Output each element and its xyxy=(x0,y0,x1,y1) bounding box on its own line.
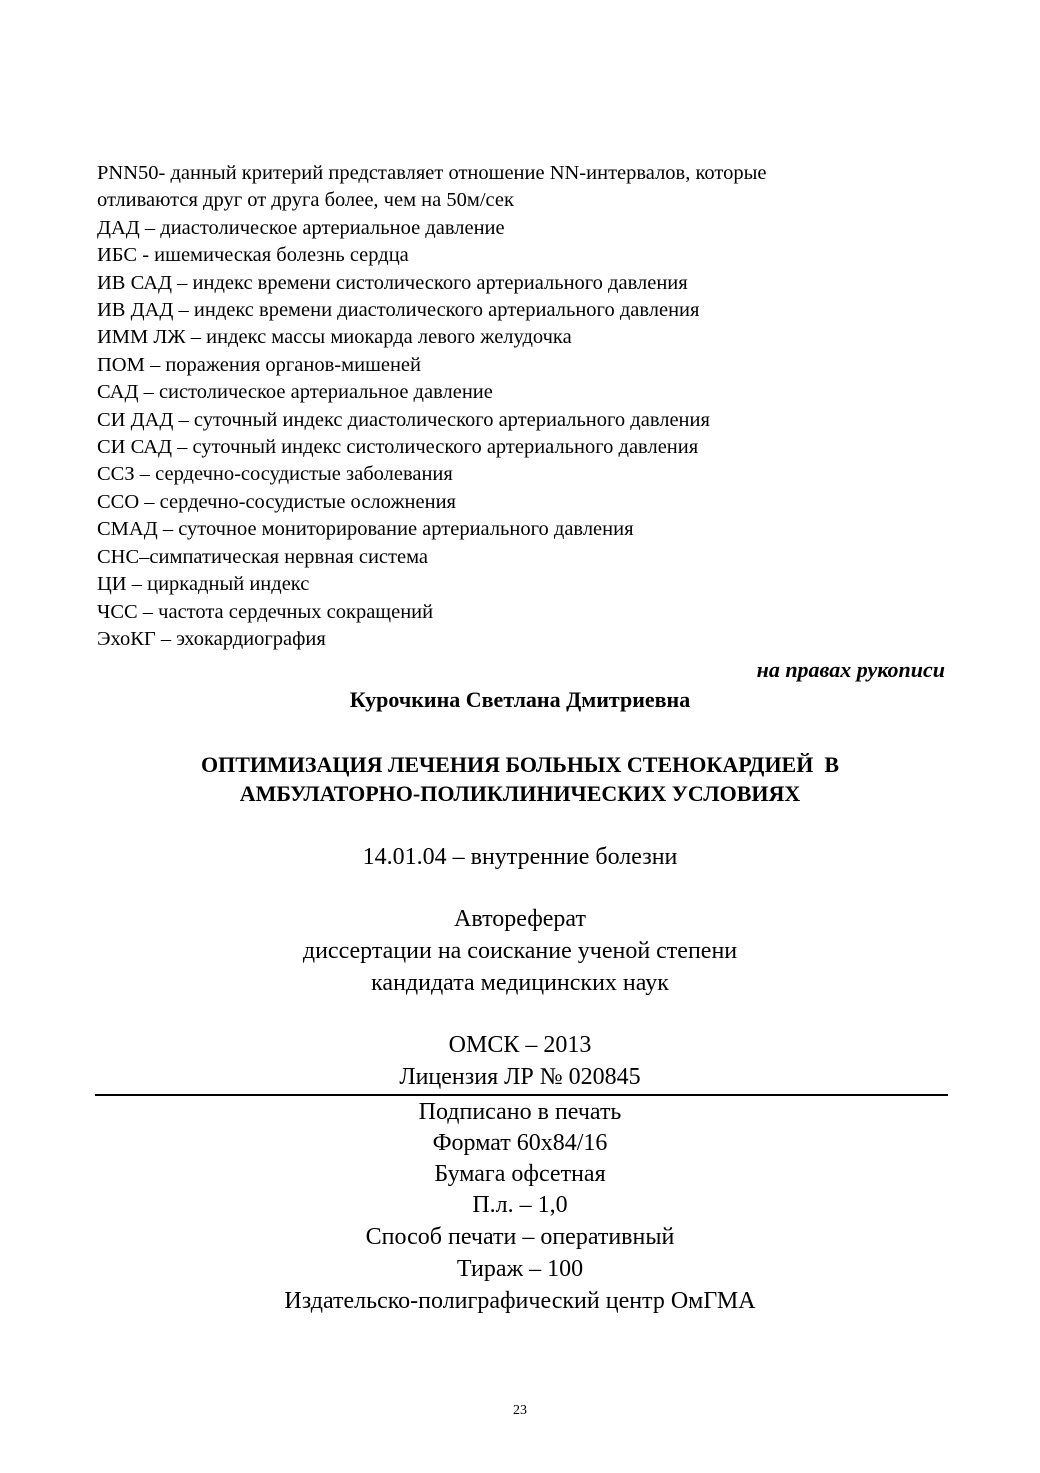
imprint-line: Издательско-полиграфический центр ОмГМА xyxy=(284,1288,756,1314)
imprint-line: Способ печати – оперативный xyxy=(365,1224,675,1250)
specialty: 14.01.04 – внутренние болезни xyxy=(362,844,678,870)
abbreviation-line: ИВ ДАД – индекс времени диастолического артериального давления xyxy=(97,299,700,322)
city-year: ОМСК – 2013 xyxy=(448,1032,592,1058)
author-name: Курочкина Светлана Дмитриевна xyxy=(349,687,691,712)
thesis-title-line: АМБУЛАТОРНО-ПОЛИКЛИНИЧЕСКИХ УСЛОВИЯХ xyxy=(239,781,801,806)
abbreviation-line: ИБС - ишемическая болезнь сердца xyxy=(97,244,409,267)
thesis-title-line: ОПТИМИЗАЦИЯ ЛЕЧЕНИЯ БОЛЬНЫХ СТЕНОКАРДИЕЙ В xyxy=(200,752,840,777)
page-number: 23 xyxy=(513,1403,527,1418)
abstract-degree-line: диссертации на соискание ученой степени xyxy=(302,938,738,964)
abbreviation-line: ДАД – диастолическое артериальное давление xyxy=(97,216,505,239)
divider-rule xyxy=(95,1094,948,1096)
abstract-label: Автореферат xyxy=(454,906,586,932)
abbreviation-list xyxy=(97,160,957,653)
abbreviation-line: ЦИ – циркадный индекс xyxy=(97,573,310,596)
abbreviation-line: ИВ САД – индекс времени систолического артериального давления xyxy=(97,271,688,294)
license-number: Лицензия ЛР № 020845 xyxy=(399,1064,641,1090)
abbreviation-line: СНС–симпатическая нервная система xyxy=(97,545,429,568)
abbreviation-line: ПОМ – поражения органов-мишеней xyxy=(97,353,421,376)
abbreviation-line: ИММ ЛЖ – индекс массы миокарда левого желудочка xyxy=(97,326,572,349)
abbreviation-line: СИ САД – суточный индекс систолического артериального давления xyxy=(97,436,699,459)
imprint-line: Подписано в печать xyxy=(418,1099,622,1125)
imprint-line: Тираж – 100 xyxy=(456,1256,584,1282)
abbreviation-line: ССО – сердечно-сосудистые осложнения xyxy=(97,490,456,513)
abbreviation-line: отливаются друг от друга более, чем на 50м/сек xyxy=(97,189,514,212)
imprint-line: Бумага офсетная xyxy=(434,1161,606,1187)
manuscript-note: на правах рукописи xyxy=(756,657,945,682)
imprint-line: Формат 60x84/16 xyxy=(432,1130,608,1156)
thesis-title xyxy=(0,750,1040,808)
abbreviation-line: ССЗ – сердечно-сосудистые заболевания xyxy=(97,463,453,486)
abstract-degree-line: кандидата медицинских наук xyxy=(371,970,669,996)
abbreviation-line: ЧСС – частота сердечных сокращений xyxy=(97,600,434,623)
abbreviation-line: СИ ДАД – суточный индекс диастолического артериального давления xyxy=(97,408,710,431)
abbreviation-line: ЭхоКГ – эхокардиография xyxy=(97,627,326,650)
imprint-line: П.л. – 1,0 xyxy=(472,1192,568,1218)
abbreviation-line: PNN50- данный критерий представляет отношение NN-интервалов, которые xyxy=(97,162,767,184)
abbreviation-line: САД – систолическое артериальное давление xyxy=(97,381,493,404)
abbreviation-line: СМАД – суточное мониторирование артериального давления xyxy=(97,518,634,541)
